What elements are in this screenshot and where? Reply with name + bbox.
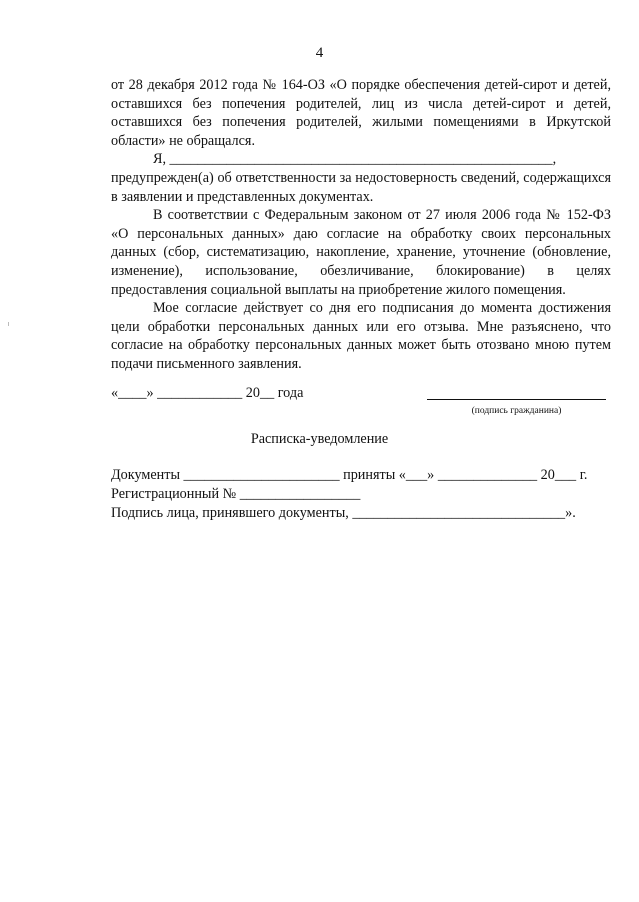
receipt-documents-line: Документы ______________________ приняты «___» ______________ 20___ г.	[111, 467, 588, 483]
paragraph-legal-reference: от 28 декабря 2012 года № 164-ОЗ «О порядке обеспечения детей-сирот и детей, оставшихся без попечения родителей, лиц из числа детей-сирот и детей, оставшихся без попечения родителей, жилыми помещениями в Иркутской области» не обращался.	[111, 77, 611, 149]
receipt-title: Расписка-уведомление	[250, 431, 389, 447]
receipt-signature-line: Подпись лица, принявшего документы, ______________________________».	[111, 505, 576, 521]
receipt-registration-line: Регистрационный № _________________	[111, 486, 361, 502]
page-number: 4	[315, 45, 324, 61]
body-text	[111, 76, 611, 374]
signature-date-line: «____» ____________ 20__ года	[111, 385, 304, 401]
paragraph-liability-warning: предупрежден(а) об ответственности за недостоверность сведений, содержащихся в заявлении и представленных документах.	[111, 169, 611, 205]
citizen-signature-line	[427, 399, 606, 400]
citizen-signature-caption: (подпись гражданина)	[471, 406, 562, 416]
paragraph-name-line: Я, ______________________________________________________,	[153, 151, 557, 168]
paragraph-consent-validity: Мое согласие действует со дня его подписания до момента достижения цели обработки персональных данных или его отзыва. Мне разъяснено, что согласие на обработку персональных данных может быть отозвано мною путем подачи письменного заявления.	[111, 300, 611, 372]
paragraph-personal-data-consent: В соответствии с Федеральным законом от 27 июля 2006 года № 152-ФЗ «О персональных данных» даю согласие на обработку своих персональных данных (сбор, систематизацию, накопление, хранение, уточнение (обновление, изменение), использование, обезличивание, блокирование) в целях предоставления социальной выплаты на приобретение жилого помещения.	[111, 207, 611, 298]
scan-margin-mark	[8, 322, 9, 326]
